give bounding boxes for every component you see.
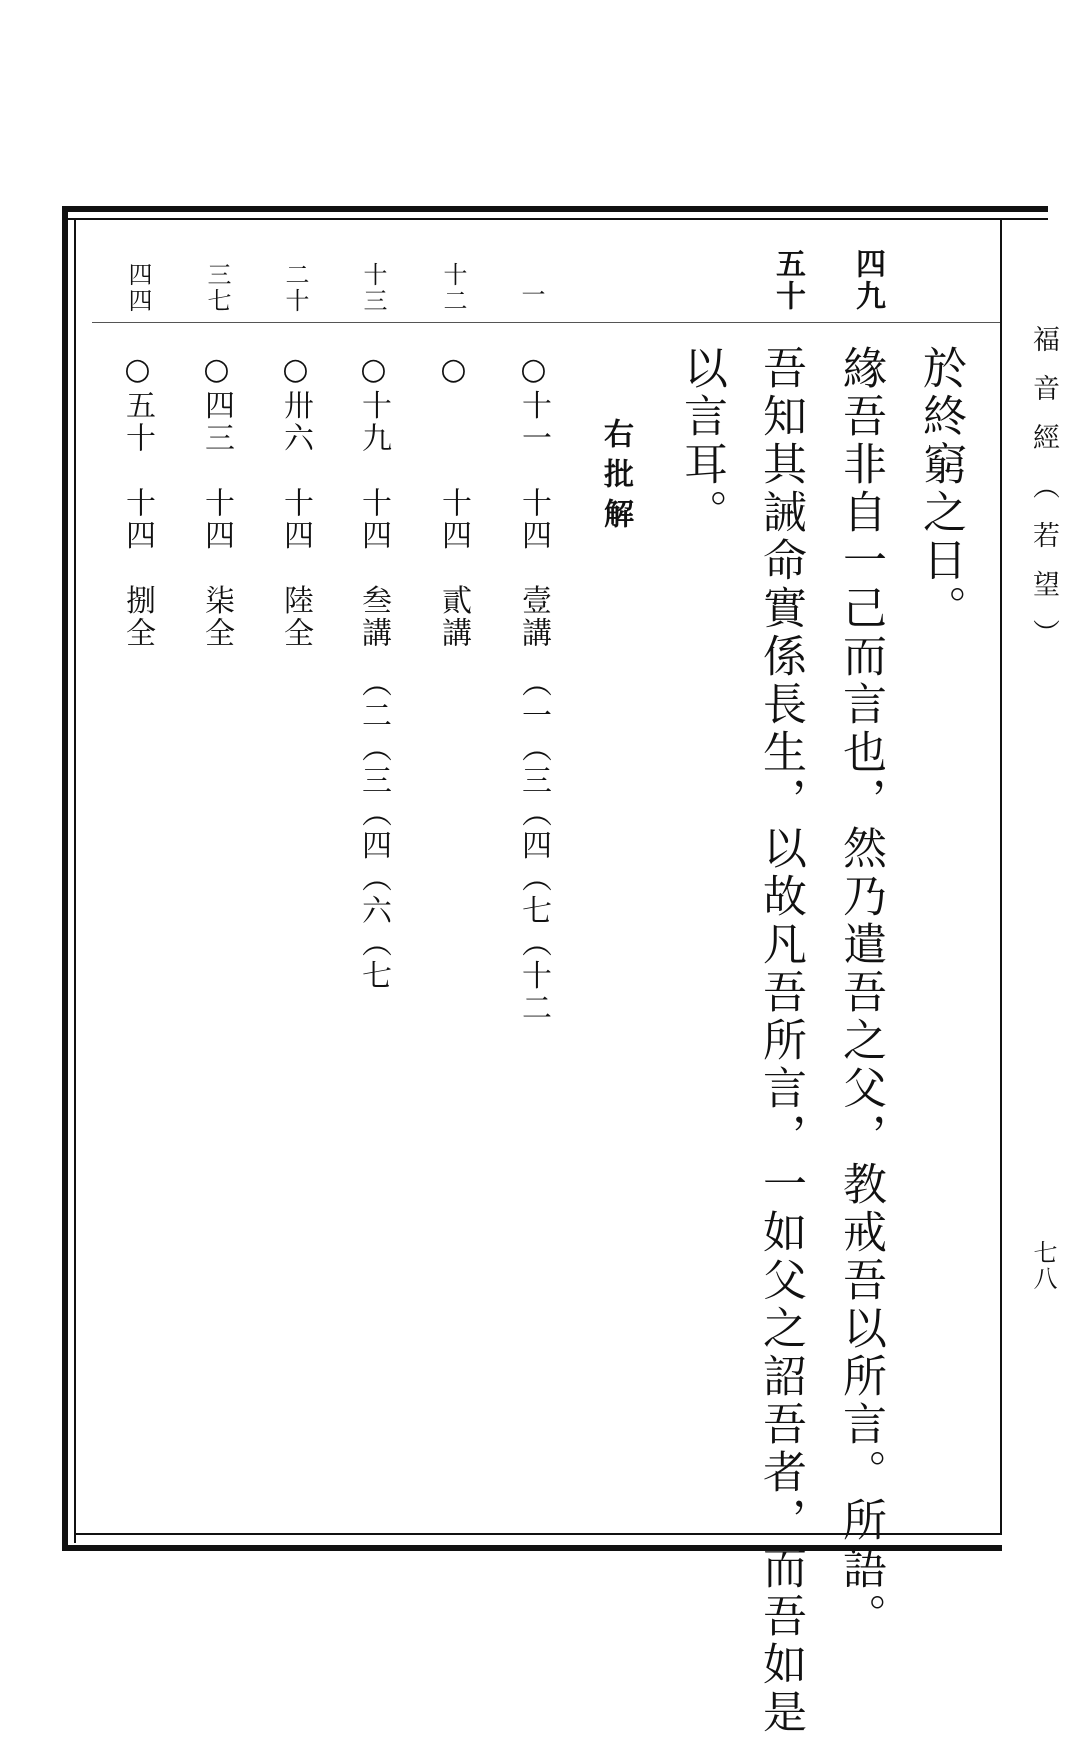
verse-line: 以言耳。 xyxy=(676,345,727,537)
page-number: 七八 xyxy=(1029,1240,1057,1292)
annotation-number: 十二 xyxy=(439,262,467,314)
frame-top-thin xyxy=(66,218,1048,220)
annotation-number: 四四 xyxy=(124,262,152,314)
frame-top-thick xyxy=(66,206,1048,212)
verse-line: 緣吾非自一己而言也，然乃遣吾之父，教戒吾以所言。所語。 xyxy=(835,345,886,1641)
verse-number-50: 五十 xyxy=(770,248,805,312)
frame-right-divider xyxy=(1000,218,1002,1535)
annotation-note: ○十九 十四 叁講 （二（三（四（六（七 xyxy=(356,352,391,992)
annotation-note: ○十一 十四 壹講 （一（三（四（七（十二 xyxy=(516,352,551,1025)
annotation-number: 一 xyxy=(517,282,545,308)
verse-line: 吾知其誡命實係長生，以故凡吾所言，一如父之詔吾者，而吾如是 xyxy=(755,345,806,1737)
annotation-number: 二十 xyxy=(281,262,309,314)
annotation-note: ○ 十四 貳講 xyxy=(436,352,471,650)
verse-number-49: 四九 xyxy=(850,248,885,312)
annotation-number: 三七 xyxy=(203,262,231,314)
annotation-number: 十三 xyxy=(359,262,387,314)
frame-left-thin xyxy=(74,218,76,1543)
header-band-divider xyxy=(92,322,1000,323)
annotation-note: ○五十 十四 捌全 xyxy=(120,352,155,650)
frame-left-thick xyxy=(62,206,68,1551)
verse-line: 於終窮之日。 xyxy=(915,345,966,633)
annotation-note: ○四三 十四 柒全 xyxy=(199,352,234,650)
annotation-label: 右批解 xyxy=(598,418,633,538)
book-title: 福音經（若望） xyxy=(1028,325,1059,668)
annotation-note: ○卅六 十四 陸全 xyxy=(278,352,313,650)
